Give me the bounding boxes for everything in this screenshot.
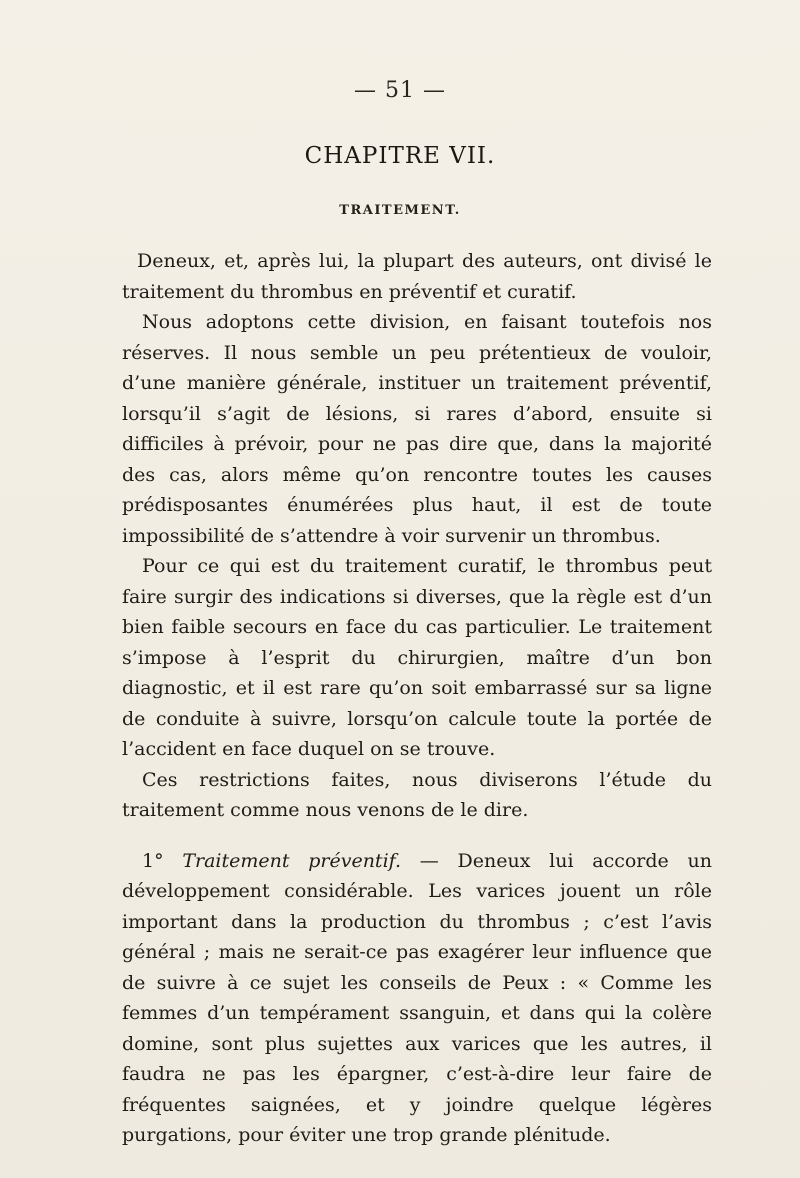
paragraph-gap <box>122 826 712 846</box>
section-number: 1° <box>142 849 164 872</box>
page-number: — 51 — <box>354 78 446 103</box>
paragraph-5 <box>122 846 712 1151</box>
paragraph-2: Nous adoptons cette division, en faisant toutefois nos réserves. Il nous semble un peu prétentieux de vouloir, d’une manière générale, instituer un traitement préventif, lorsqu’il s’agit de lésions, si rares d’abord, ensuite si difficiles à prévoir, pour ne pas dire que, dans la majorité des cas, alors même qu’on rencontre toutes les causes prédisposantes énumérées plus haut, il est de toute impossibilité de s’attendre à voir survenir un thrombus. <box>122 311 712 547</box>
section-title: TRAITEMENT. <box>339 203 461 218</box>
paragraph-1: Deneux, et, après lui, la plupart des auteurs, ont divisé le traitement du thrombus en préventif et curatif. <box>122 250 712 303</box>
section-text: — Deneux lui accorde un développement considérable. Les varices jouent un rôle important dans la production du thrombus ; c’est l’avis général ; mais ne serait-ce pas exagérer leur influence que de suivre à ce sujet les conseils de Peux : « Comme les femmes d’un tempérament ssanguin, et dans qui la colère domine, sont plus sujettes aux varices que les autres, il faudra ne pas les épargner, c’est-à-dire leur faire de fréquentes saignées, et y joindre quelque légères purgations, pour éviter une trop grande plénitude. <box>122 849 712 1146</box>
section-heading: Traitement préventif. <box>182 849 402 872</box>
body-text <box>122 246 712 1151</box>
chapter-title: CHAPITRE VII. <box>304 143 496 169</box>
paragraph-3: Pour ce qui est du traitement curatif, le thrombus peut faire surgir des indications si diverses, que la règle est d’un bien faible secours en face du cas particulier. Le traitement s’impose à l’esprit du chirurgien, maître d’un bon diagnostic, et il est rare qu’on soit embarrassé sur sa ligne de conduite à suivre, lorsqu’on calcule toute la portée de l’accident en face duquel on se trouve. <box>122 555 712 760</box>
paragraph-4: Ces restrictions faites, nous diviserons l’étude du traitement comme nous venons de le dire. <box>122 768 712 821</box>
